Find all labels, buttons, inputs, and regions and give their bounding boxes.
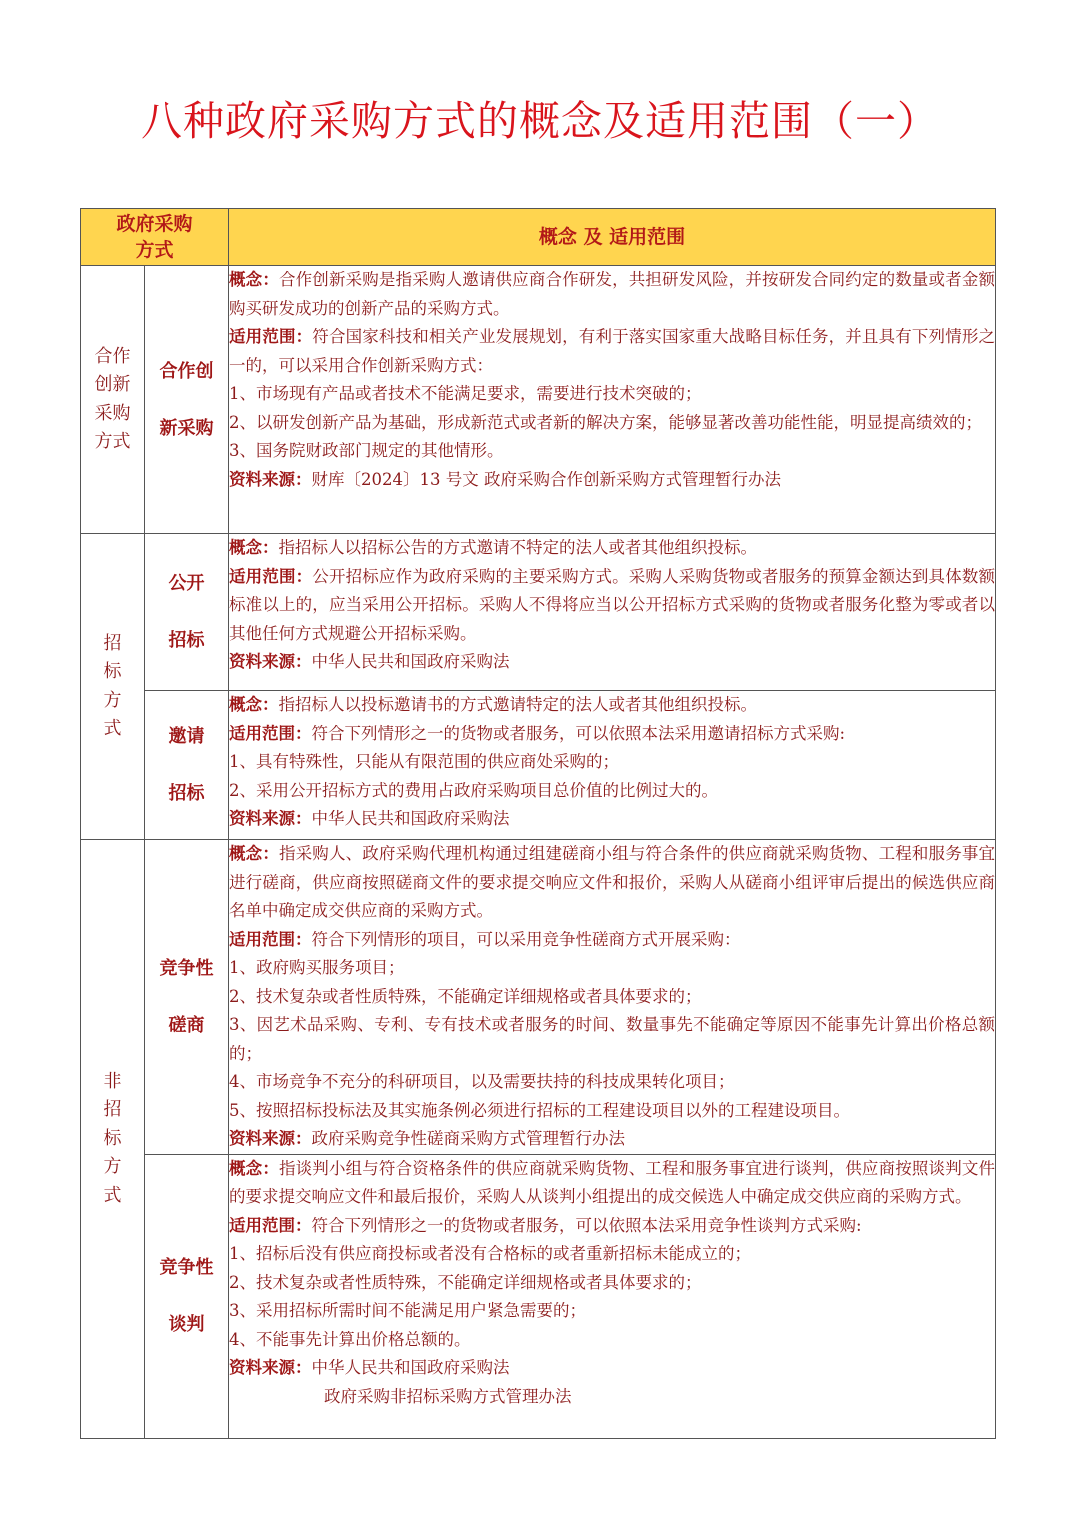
scope-item: 2、采用公开招标方式的费用占政府采购项目总价值的比例过大的。 xyxy=(229,780,719,800)
table-header-row xyxy=(81,209,996,266)
category-non-tendering xyxy=(81,840,145,1439)
category-char: 方 xyxy=(103,1156,122,1177)
source-text: 政府采购竞争性磋商采购方式管理暂行办法 xyxy=(311,1129,626,1148)
concept-paragraph xyxy=(229,534,995,563)
scope-paragraph xyxy=(229,720,995,749)
category-char: 方式 xyxy=(94,431,131,452)
method-competitive-negotiation xyxy=(145,1154,229,1438)
concept-label: 概念： xyxy=(229,1158,279,1178)
scope-paragraph xyxy=(229,926,995,955)
table-row-competitive-consultation xyxy=(81,840,996,1155)
method-invited-tendering xyxy=(145,691,229,840)
concept-paragraph xyxy=(229,1155,995,1212)
content-cooperative xyxy=(229,266,996,534)
category-char: 标 xyxy=(103,661,122,682)
scope-item: 3、因艺术品采购、专利、专有技术或者服务的时间、数量事先不能确定等原因不能事先计算出价格总额的； xyxy=(229,1015,996,1063)
scope-label: 适用范围： xyxy=(229,929,312,949)
concept-text: 指招标人以招标公告的方式邀请不特定的法人或者其他组织投标。 xyxy=(278,538,758,557)
method-line: 招标 xyxy=(168,630,205,651)
category-char: 合作 xyxy=(94,345,131,367)
content-open-tendering xyxy=(229,534,996,691)
header-method-line2: 方式 xyxy=(135,239,174,261)
scope-item: 5、按照招标投标法及其实施条例必须进行招标的工程建设项目以外的工程建设项目。 xyxy=(229,1100,851,1120)
method-line: 竞争性 xyxy=(159,957,214,979)
scope-item: 4、市场竞争不充分的科研项目，以及需要扶持的科技成果转化项目； xyxy=(229,1072,735,1091)
procurement-methods-table xyxy=(80,208,996,1439)
scope-item: 1、具有特殊性，只能从有限范围的供应商处采购的； xyxy=(229,752,620,771)
scope-item: 3、国务院财政部门规定的其他情形。 xyxy=(229,441,504,460)
concept-label: 概念： xyxy=(229,695,279,714)
method-line: 合作创 xyxy=(159,360,214,382)
header-method-line1: 政府采购 xyxy=(116,213,193,235)
scope-label: 适用范围： xyxy=(229,327,313,346)
source-text: 中华人民共和国政府采购法 xyxy=(311,652,510,671)
category-char: 式 xyxy=(103,1184,122,1206)
table-row-competitive-negotiation xyxy=(81,1154,996,1438)
method-line: 邀请 xyxy=(168,726,205,747)
method-line: 磋商 xyxy=(168,1014,205,1036)
concept-text: 指谈判小组与符合资格条件的供应商就采购货物、工程和服务事宜进行谈判，供应商按照谈判文件的要求提交响应文件和最后报价，采购人从谈判小组提出的成交候选人中确定成交供应商的采购方式。 xyxy=(229,1158,996,1206)
header-concept-column: 概念 及 适用范围 xyxy=(229,209,996,266)
method-cooperative-innovation xyxy=(145,266,229,534)
category-tendering xyxy=(81,534,145,840)
source-paragraph xyxy=(229,648,995,677)
method-line: 公开 xyxy=(168,573,205,594)
category-char: 方 xyxy=(103,689,122,711)
scope-item: 2、以研发创新产品为基础，形成新范式或者新的解决方案，能够显著改善功能性能，明显提高绩效的； xyxy=(229,412,983,432)
source-label: 资料来源： xyxy=(229,1358,312,1377)
table-row-invited-tendering xyxy=(81,691,996,840)
source-label: 资料来源： xyxy=(229,469,312,489)
page-title: 八种政府采购方式的概念及适用范围（一） xyxy=(141,97,939,145)
category-char: 采购 xyxy=(94,402,131,424)
method-line: 招标 xyxy=(168,783,205,804)
source-paragraph xyxy=(229,1125,995,1154)
table-row-cooperative xyxy=(81,266,996,534)
scope-item: 2、技术复杂或者性质特殊，不能确定详细规格或者具体要求的； xyxy=(229,1272,702,1292)
method-competitive-consultation xyxy=(145,840,229,1155)
source-label: 资料来源： xyxy=(229,652,312,671)
scope-paragraph xyxy=(229,563,995,649)
concept-label: 概念： xyxy=(229,270,279,289)
scope-text: 符合国家科技和相关产业发展规划，有利于落实国家重大战略目标任务，并且具有下列情形之一的，可以采用合作创新采购方式： xyxy=(229,327,996,375)
category-char: 式 xyxy=(103,718,122,739)
source-text: 财库〔2024〕13 号文 政府采购合作创新采购方式管理暂行办法 xyxy=(311,469,781,489)
concept-paragraph xyxy=(229,266,995,323)
scope-text: 符合下列情形之一的货物或者服务，可以依照本法采用邀请招标方式采购: xyxy=(311,723,846,743)
category-char: 招 xyxy=(103,632,122,654)
concept-text: 指招标人以投标邀请书的方式邀请特定的法人或者其他组织投标。 xyxy=(278,695,758,714)
content-competitive-consultation xyxy=(229,840,996,1155)
scope-label: 适用范围： xyxy=(229,566,313,586)
scope-text: 符合下列情形之一的货物或者服务，可以依照本法采用竞争性谈判方式采购: xyxy=(311,1215,862,1235)
scope-item: 1、招标后没有供应商投标或者没有合格标的或者重新招标未能成立的； xyxy=(229,1244,752,1263)
scope-label: 适用范围： xyxy=(229,723,312,743)
method-line: 竞争性 xyxy=(159,1257,214,1278)
content-competitive-negotiation xyxy=(229,1154,996,1438)
source-paragraph xyxy=(229,805,995,834)
scope-item: 4、不能事先计算出价格总额的。 xyxy=(229,1329,471,1349)
source-text: 中华人民共和国政府采购法 xyxy=(311,809,510,828)
source-text: 中华人民共和国政府采购法 xyxy=(311,1358,510,1377)
source-paragraph xyxy=(229,1354,995,1383)
method-line: 谈判 xyxy=(168,1314,205,1335)
source-label: 资料来源： xyxy=(229,1129,312,1148)
content-invited-tendering xyxy=(229,691,996,840)
header-method-column xyxy=(81,209,229,266)
concept-text: 指采购人、政府采购代理机构通过组建磋商小组与符合条件的供应商就采购货物、工程和服务事宜进行磋商，供应商按照磋商文件的要求提交响应文件和报价，采购人从磋商小组评审后提出的候选供应商名单中确定成交供应商的采购方式。 xyxy=(229,844,996,920)
scope-item: 1、政府购买服务项目； xyxy=(229,958,405,977)
scope-item: 2、技术复杂或者性质特殊，不能确定详细规格或者具体要求的； xyxy=(229,986,702,1006)
source-label: 资料来源： xyxy=(229,809,312,828)
category-char: 创新 xyxy=(94,374,131,395)
concept-paragraph xyxy=(229,691,995,720)
concept-label: 概念： xyxy=(229,844,279,863)
method-line: 新采购 xyxy=(159,417,214,439)
source-paragraph xyxy=(229,466,995,495)
scope-text: 公开招标应作为政府采购的主要采购方式。采购人采购货物或者服务的预算金额达到具体数额标准以上的，应当采用公开招标。采购人不得将应当以公开招标方式采购的货物或者服务化整为零或者以其他任何方式规避公开招标采购。 xyxy=(229,566,996,643)
category-char: 标 xyxy=(103,1127,122,1149)
scope-item: 1、市场现有产品或者技术不能满足要求，需要进行技术突破的； xyxy=(229,384,702,403)
scope-label: 适用范围： xyxy=(229,1215,312,1235)
table-row-open-tendering xyxy=(81,534,996,691)
category-char: 招 xyxy=(103,1099,122,1120)
concept-label: 概念： xyxy=(229,538,279,557)
category-char: 非 xyxy=(103,1070,122,1092)
scope-text: 符合下列情形的项目，可以采用竞争性磋商方式开展采购： xyxy=(311,929,741,949)
concept-text: 合作创新采购是指采购人邀请供应商合作研发，共担研发风险，并按研发合同约定的数量或者金额购买研发成功的创新产品的采购方式。 xyxy=(229,270,996,318)
scope-paragraph xyxy=(229,323,995,380)
concept-paragraph xyxy=(229,840,995,926)
method-open-tendering xyxy=(145,534,229,691)
source-paragraph-second: 政府采购非招标采购方式管理办法 xyxy=(324,1386,572,1406)
scope-paragraph xyxy=(229,1212,995,1241)
scope-item: 3、采用招标所需时间不能满足用户紧急需要的； xyxy=(229,1301,587,1320)
category-cooperative xyxy=(81,266,145,534)
